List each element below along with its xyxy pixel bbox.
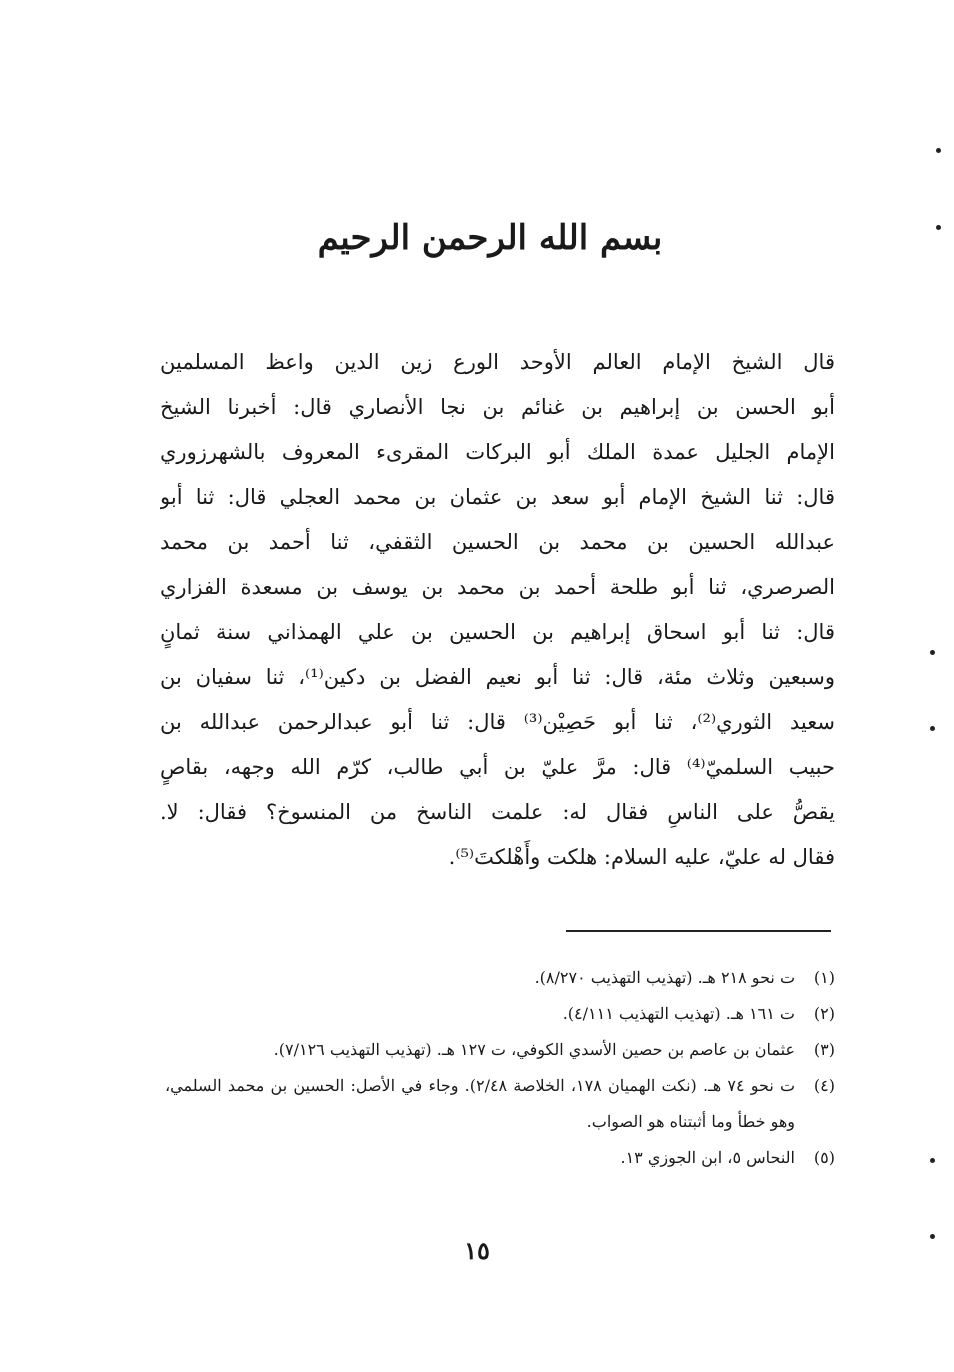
footnote-number: (٣)	[813, 1040, 835, 1059]
text-line: قال: ثنا الشيخ الإمام أبو سعد بن عثمان بن محمد العجلي قال: ثنا أبو	[160, 485, 835, 509]
footnote-number: (١)	[813, 968, 835, 987]
text-line: عبدالله الحسين بن محمد بن الحسين الثقفي، ثنا أحمد بن محمد	[160, 530, 835, 554]
text-line: يقصُّ على الناسِ فقال له: علمت الناسخ من المنسوخ؟ فقال: لا.	[160, 800, 835, 824]
scan-speck	[930, 1158, 935, 1163]
footnote	[165, 1032, 835, 1068]
text-line: سعيد الثوري⁽²⁾، ثنا أبو حَصِيْن⁽³⁾ قال: ثنا أبو عبدالرحمن عبدالله بن	[160, 710, 835, 734]
footnote-text: ت نحو ٢١٨ هـ. (تهذيب التهذيب ٨/٢٧٠).	[534, 968, 795, 987]
footnote	[165, 960, 835, 996]
text-line: فقال له عليّ، عليه السلام: هلكت وأَهْلكتَ⁽⁵⁾.	[448, 845, 835, 869]
scan-speck	[936, 225, 941, 230]
footnote-number: (٢)	[813, 1004, 835, 1023]
scan-speck	[936, 148, 941, 153]
footnote	[165, 1068, 835, 1140]
footnote	[165, 1140, 835, 1176]
scan-speck	[930, 1234, 935, 1239]
text-line: وسبعين وثلاث مئة، قال: ثنا أبو نعيم الفضل بن دكين⁽¹⁾، ثنا سفيان بن	[160, 665, 835, 689]
footnote-text: ت ١٦١ هـ. (تهذيب التهذيب ٤/١١١).	[562, 1004, 795, 1023]
main-text-block	[160, 340, 835, 880]
footnote-text: النحاس ٥، ابن الجوزي ١٣.	[620, 1148, 795, 1167]
text-line: أبو الحسن بن إبراهيم بن غنائم بن نجا الأنصاري قال: أخبرنا الشيخ	[160, 395, 835, 419]
text-line: قال الشيخ الإمام العالم الأوحد الورع زين الدين واعظ المسلمين	[160, 350, 835, 374]
footnote-number: (٤)	[813, 1076, 835, 1095]
footnote	[165, 996, 835, 1032]
footnote-number: (٥)	[813, 1148, 835, 1167]
page-number: ١٥	[464, 1236, 490, 1265]
basmala-heading: بسم الله الرحمن الرحيم	[317, 218, 663, 258]
footnote-text: ت نحو ٧٤ هـ. (نكت الهميان ١٧٨، الخلاصة ٢/٤٨). وجاء في الأصل: الحسين بن محمد السلمي، وهو خطأ وما أثبتناه هو الصواب.	[165, 1076, 796, 1131]
text-line: حبيب السلميّ⁽⁴⁾ قال: مرَّ عليّ بن أبي طالب، كرّم الله وجهه، بقاصٍ	[160, 755, 835, 779]
footnotes-block	[165, 960, 835, 1176]
scan-speck	[930, 726, 935, 731]
text-line: الصرصري، ثنا أبو طلحة أحمد بن محمد بن يوسف بن مسعدة الفزاري	[160, 575, 835, 599]
text-line: الإمام الجليل عمدة الملك أبو البركات المقرىء المعروف بالشهرزوري	[160, 440, 835, 464]
footnote-text: عثمان بن عاصم بن حصين الأسدي الكوفي، ت ١٢٧ هـ. (تهذيب التهذيب ٧/١٢٦).	[273, 1040, 795, 1059]
footnote-separator	[566, 930, 831, 932]
scan-speck	[930, 650, 935, 655]
text-line: قال: ثنا أبو اسحاق إبراهيم بن الحسين بن علي الهمذاني سنة ثمانٍ	[160, 620, 835, 644]
